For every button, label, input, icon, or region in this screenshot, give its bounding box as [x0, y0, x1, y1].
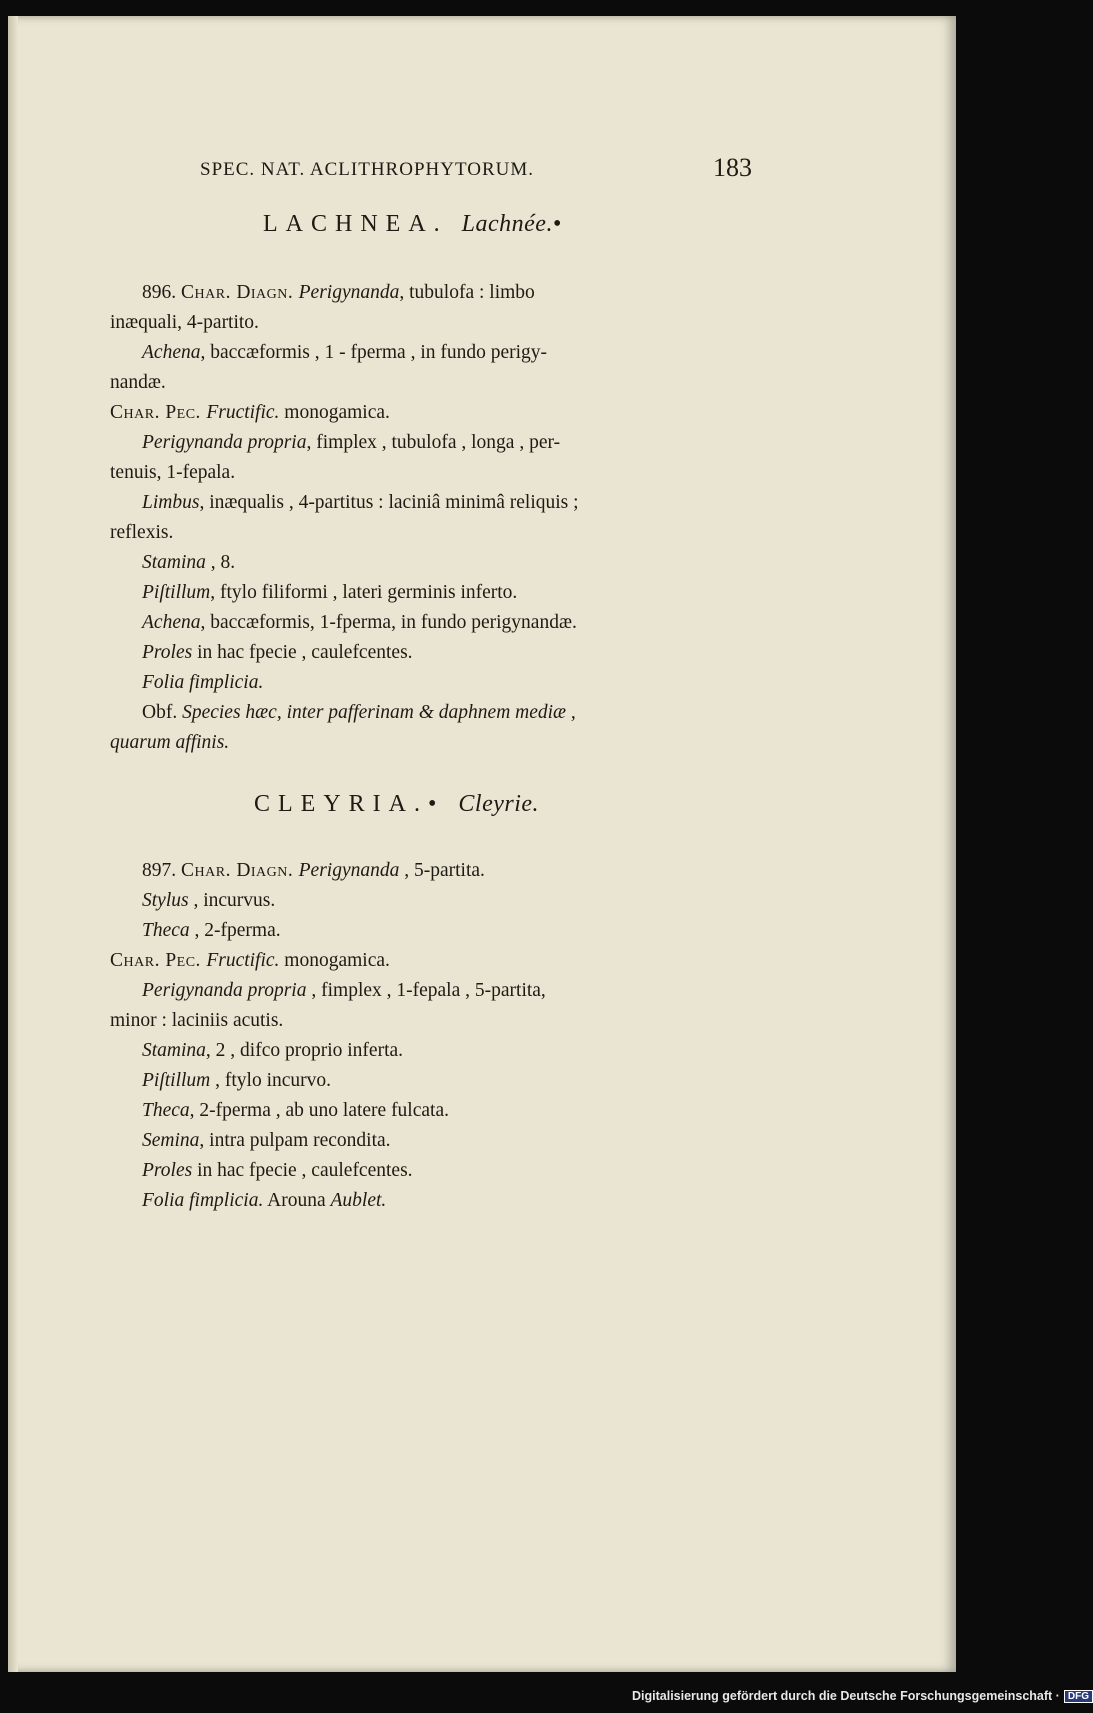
text-line: 897. Char. Diagn. Perigynanda , 5-partita. — [142, 860, 485, 881]
genus-mark: • — [552, 211, 570, 237]
text-line: Stylus , incurvus. — [142, 890, 276, 911]
text-line: minor : laciniis acutis. — [110, 1010, 284, 1031]
page-edge-shadow — [8, 16, 18, 1672]
text-line: Char. Pec. Fructific. monogamica. — [110, 950, 390, 971]
text-line: Semina, intra pulpam recondita. — [142, 1130, 391, 1151]
running-title: SPEC. NAT. ACLITHROPHYTORUM. — [200, 159, 534, 180]
genus-heading — [254, 791, 539, 818]
text-line: nandæ. — [110, 372, 166, 393]
text-line: tenuis, 1-fepala. — [110, 462, 236, 483]
genus-name: CLEYRIA. — [254, 791, 428, 817]
genus-mark: • — [428, 791, 445, 817]
text-line: Obf. Species hæc, inter pafferinam & daphnem mediæ , — [142, 702, 576, 723]
funding-text: Digitalisierung gefördert durch die Deutsche Forschungsgemeinschaft · — [632, 1689, 1060, 1703]
text-line: Theca, 2-fperma , ab uno latere fulcata. — [142, 1100, 449, 1121]
text-line: quarum affinis. — [110, 732, 230, 753]
text-line: Proles in hac fpecie , caulefcentes. — [142, 642, 413, 663]
text-line: inæquali, 4-partito. — [110, 312, 259, 333]
text-line: Folia fimplicia. Arouna Aublet. — [142, 1190, 387, 1211]
page-number: 183 — [713, 153, 752, 182]
text-line: Stamina , 8. — [142, 552, 236, 573]
genus-heading — [263, 211, 569, 238]
french-name: Cleyrie. — [458, 791, 540, 817]
text-line: Theca , 2-fperma. — [142, 920, 281, 941]
book-page — [8, 16, 956, 1672]
text-line: Piſtillum , ftylo incurvo. — [142, 1070, 332, 1091]
text-line: reflexis. — [110, 522, 174, 543]
text-line: Perigynanda propria, fimplex , tubulofa , longa , per- — [142, 432, 561, 453]
text-line: Stamina, 2 , difco proprio inferta. — [142, 1040, 404, 1061]
text-line: Achena, baccæformis, 1-fperma, in fundo perigynandæ. — [142, 612, 577, 633]
text-line: Piſtillum, ftylo filiformi , lateri germinis inferto. — [142, 582, 518, 603]
text-line: Achena, baccæformis , 1 - fperma , in fundo perigy- — [142, 342, 548, 363]
text-line: Limbus, inæqualis , 4-partitus : laciniâ minimâ reliquis ; — [142, 492, 579, 513]
text-line: Perigynanda propria , fimplex , 1-fepala , 5-partita, — [142, 980, 546, 1001]
text-line: Folia fimplicia. — [142, 672, 264, 693]
funding-credit — [632, 1689, 1089, 1707]
text-line: 896. Char. Diagn. Perigynanda, tubulofa : limbo — [142, 282, 535, 303]
text-line: Char. Pec. Fructific. monogamica. — [110, 402, 390, 423]
genus-name: LACHNEA. — [263, 211, 448, 237]
text-line: Proles in hac fpecie , caulefcentes. — [142, 1160, 413, 1181]
dfg-logo: DFG — [1064, 1690, 1093, 1703]
french-name: Lachnée. — [461, 211, 553, 237]
